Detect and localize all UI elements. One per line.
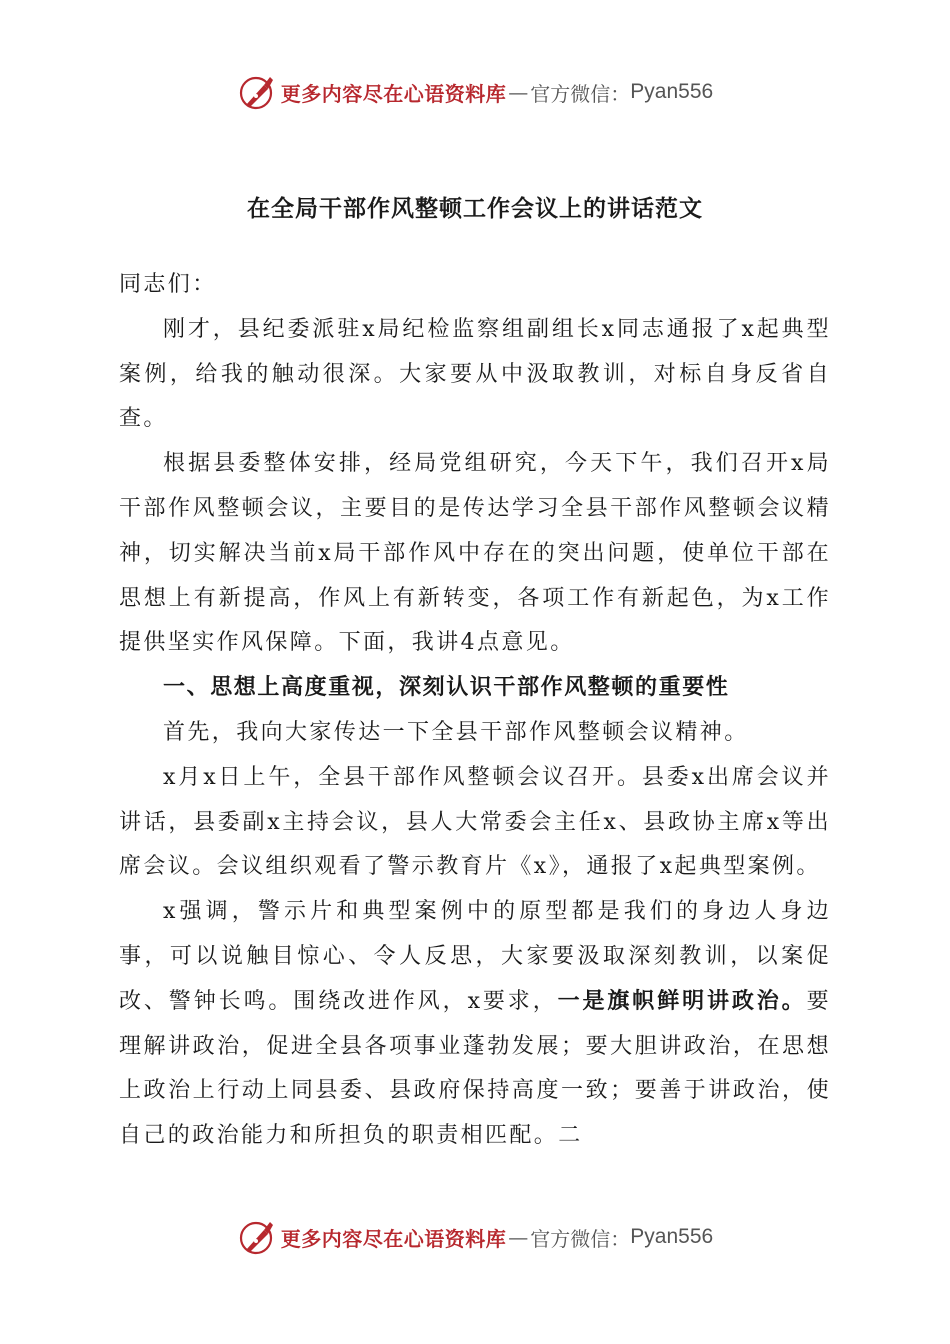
paragraph-5-text-a: x强调，警示片和典型案例中的原型都是我们的身边人身边事，可以说触目惊心、令人反思，大家要汲取深刻教训，以案促改、警钟长鸣。围绕改进作风，x要求，: [119, 899, 831, 1014]
pen-nib-logo-icon: [237, 1217, 277, 1257]
paragraph-3: 首先，我向大家传达一下全县干部作风整顿会议精神。: [163, 719, 749, 745]
banner-separator: —: [508, 80, 529, 104]
banner-site-name: 更多内容尽在心语资料库: [280, 1226, 507, 1251]
paragraph-5-bold: 一是旗帜鲜明讲政治。: [557, 988, 807, 1014]
banner-wechat-label: 官方微信：: [530, 81, 631, 106]
paragraph-1: 刚才，县纪委派驻x局纪检监察组副组长x同志通报了x起典型案例，给我的触动很深。大家要从中汲取教训，对标自身反省自查。: [119, 316, 831, 432]
document-body: [119, 263, 831, 1159]
paragraph-5-text-b: 要理解讲政治，促进全县各项事业蓬勃发展；要大胆讲政治，在思想上政治上行动上同县委、县政府保持高度一致；要善于讲政治，使自己的政治能力和所担负的职责相匹配。二: [119, 988, 831, 1149]
paragraph-2: 根据县委整体安排，经局党组研究，今天下午，我们召开x局干部作风整顿会议，主要目的是传达学习全县干部作风整顿会议精神，切实解决当前x局干部作风中存在的突出问题，使单位干部在思想上有新提高，作风上有新转变，各项工作有新起色，为x工作提供坚实作风保障。下面，我讲4点意见。: [119, 451, 831, 656]
banner-wechat-id: Pyan556: [630, 80, 714, 103]
pen-nib-logo-icon: [237, 72, 277, 112]
banner-separator: —: [508, 1225, 529, 1249]
banner-wechat-id: Pyan556: [630, 1225, 714, 1248]
paragraph-5: [119, 890, 831, 1159]
document-title: 在全局干部作风整顿工作会议上的讲话范文: [247, 196, 703, 222]
salutation: 同志们：: [119, 272, 217, 297]
section-heading-1: 一、思想上高度重视，深刻认识干部作风整顿的重要性: [163, 675, 730, 701]
banner-site-name: 更多内容尽在心语资料库: [280, 81, 507, 106]
banner-wechat-label: 官方微信：: [530, 1226, 631, 1251]
paragraph-4: x月x日上午，全县干部作风整顿会议召开。县委x出席会议并讲话，县委副x主持会议，县人大常委会主任x、县政协主席x等出席会议。会议组织观看了警示教育片《x》，通报了x起典型案例。: [119, 764, 831, 880]
footer-watermark-banner: [0, 1215, 950, 1259]
header-watermark-banner: [0, 70, 950, 114]
